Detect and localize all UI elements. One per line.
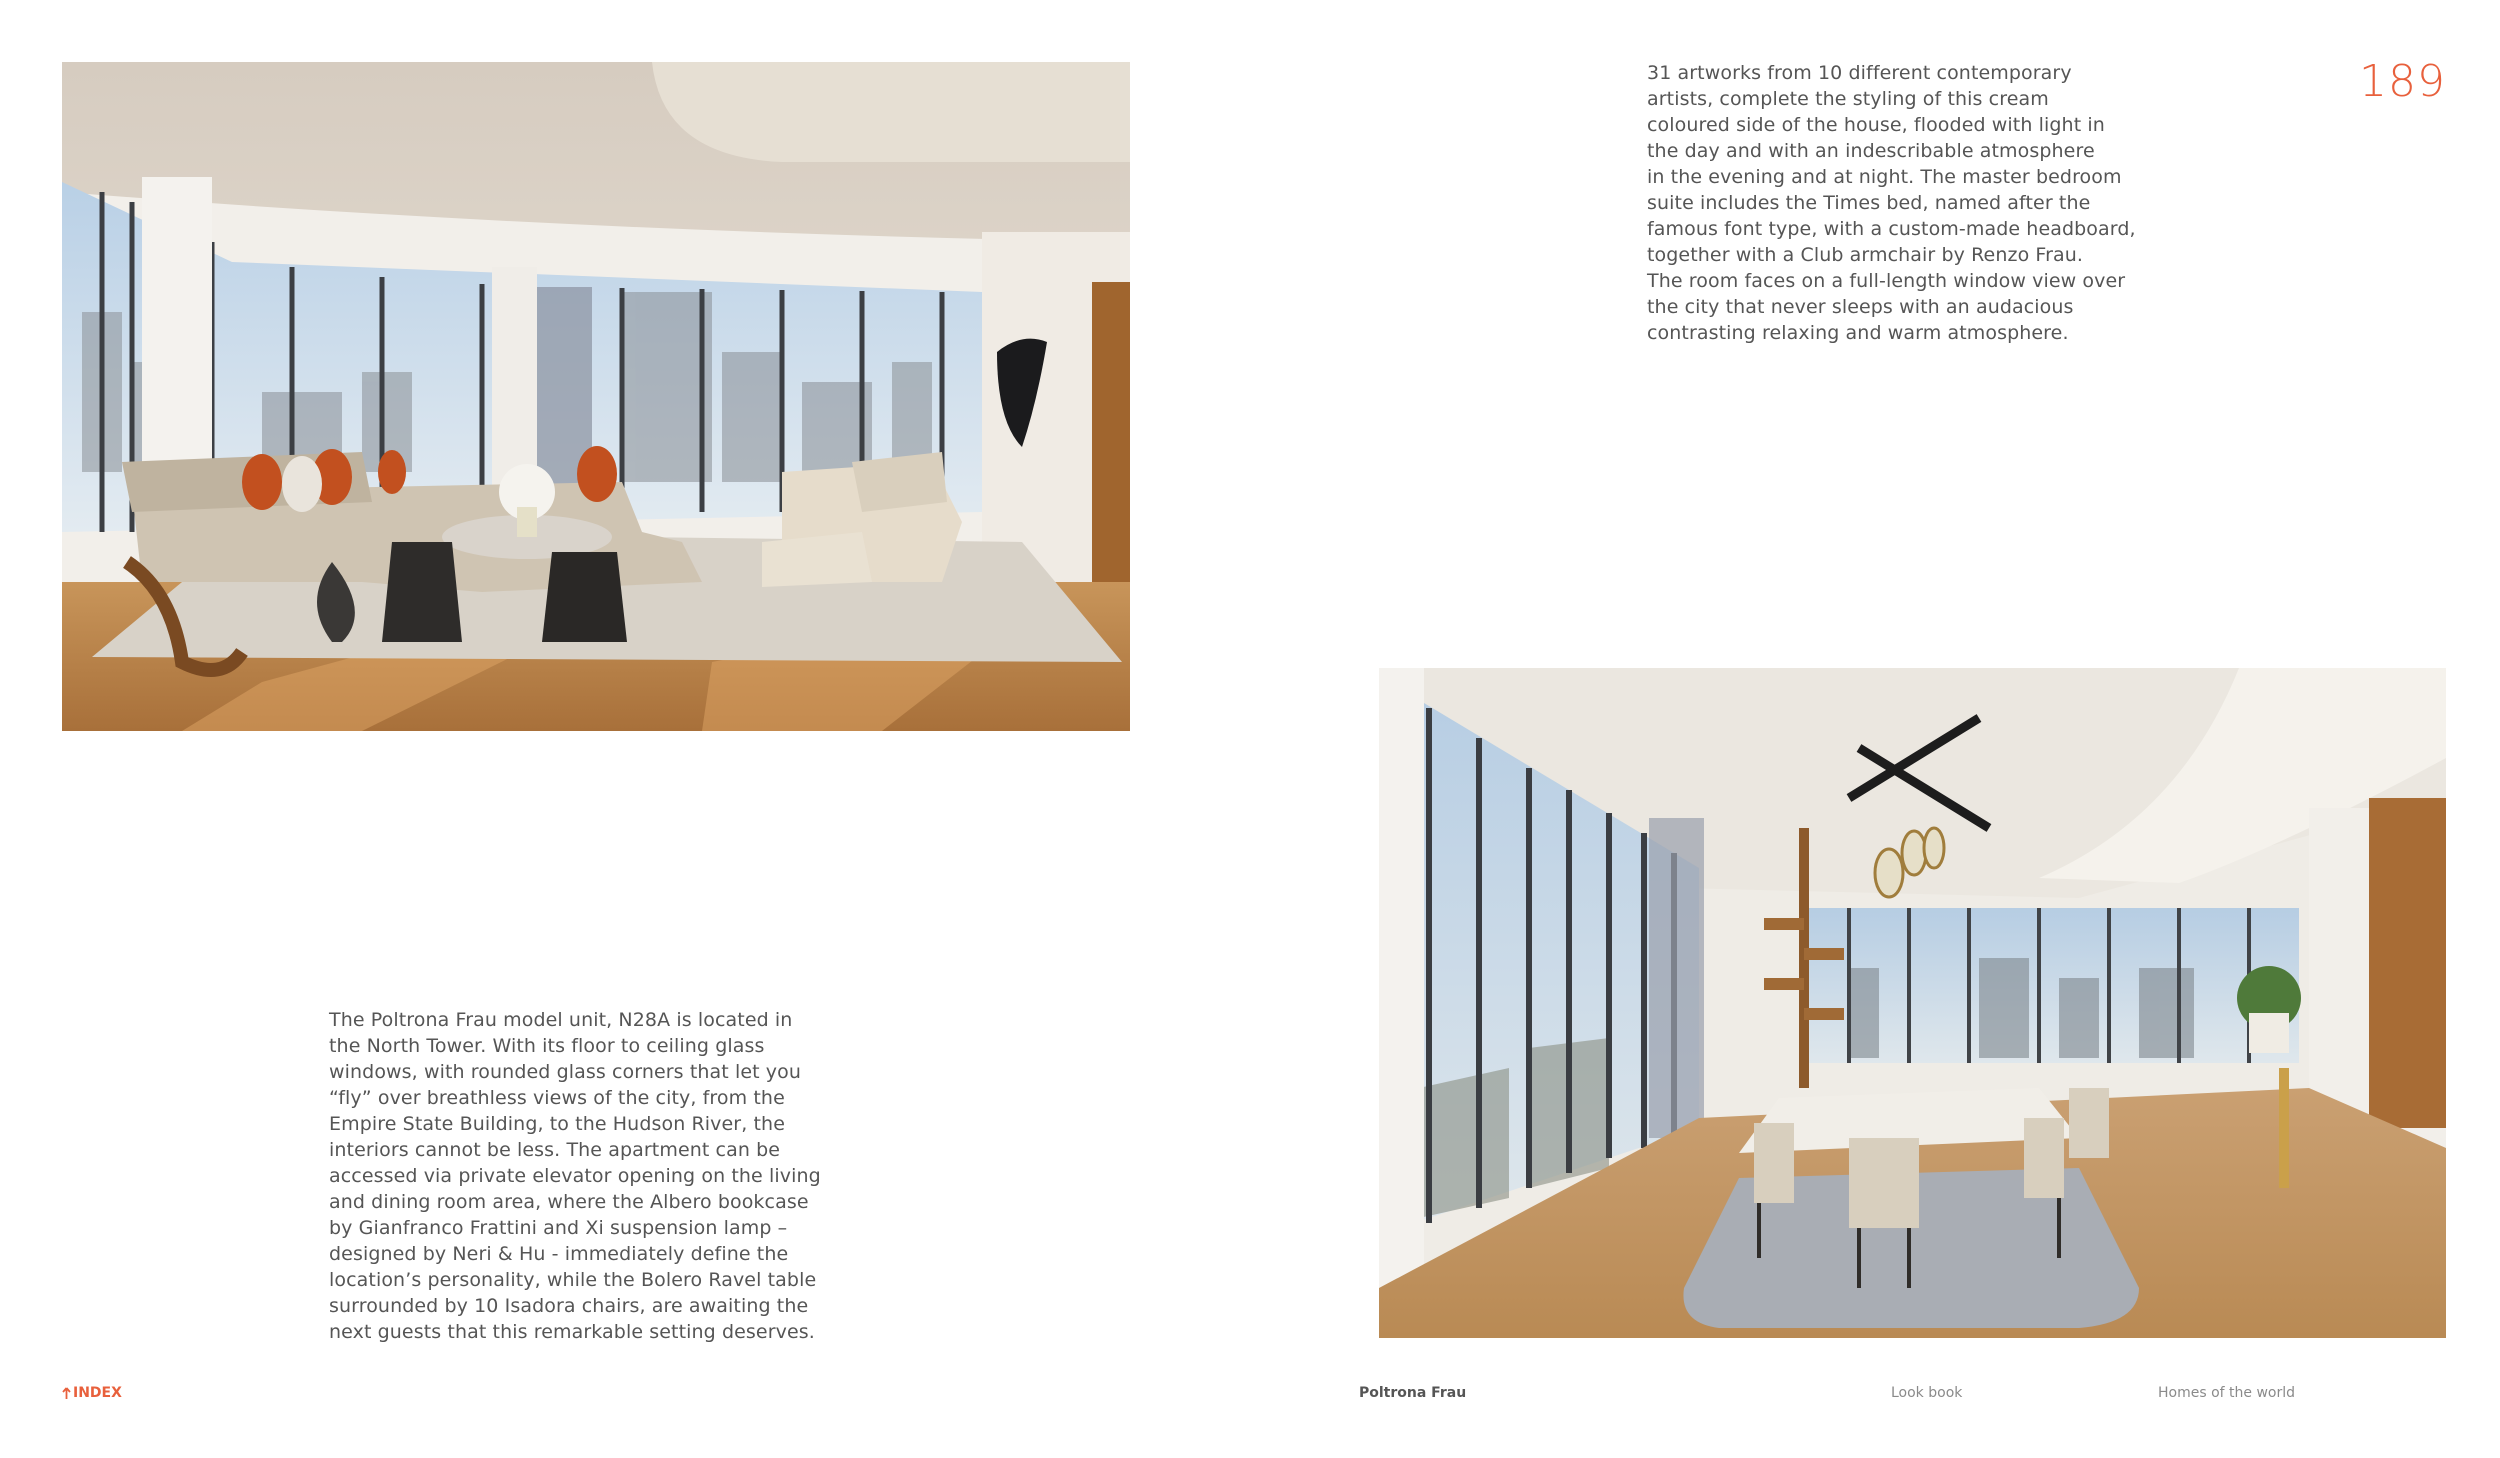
arrow-up-icon	[62, 1387, 71, 1400]
footer-chapter: Homes of the world	[2158, 1385, 2296, 1401]
footer-section: Look book	[1891, 1385, 1963, 1401]
page-number: 189	[2359, 56, 2446, 107]
body-text-bottom: The Poltrona Frau model unit, N28A is located in the North Tower. With its floor to ceiling glass windows, with rounded glass corners that let you “fly” over breathless views of the city, from the Empire State Building, to the Hudson River, the interiors cannot be less. The apartment can be accessed via private elevator opening on the living and dining room area, where the Albero bookcase by Gianfranco Frattini and Xi suspension lamp – designed by Neri & Hu - immediately define the location’s personality, while the Bolero Ravel table surrounded by 10 Isadora chairs, are awaiting the next guests that this remarkable setting deserves.	[329, 1009, 821, 1343]
index-label: INDEX	[73, 1385, 122, 1401]
footer-brand: Poltrona Frau	[1359, 1385, 1467, 1401]
index-link[interactable]	[62, 1385, 122, 1401]
living-room-photo	[62, 62, 1130, 731]
dining-room-photo	[1379, 668, 2446, 1338]
body-text-top: 31 artworks from 10 different contemporary artists, complete the styling of this cream coloured side of the house, flooded with light in the day and with an indescribable atmosphere in the evening and at night. The master bedroom suite includes the Times bed, named after the famous font type, with a custom-made headboard, together with a Club armchair by Renzo Frau. The room faces on a full-length window view over the city that never sleeps with an audacious contrasting relaxing and warm atmosphere.	[1647, 62, 2136, 344]
